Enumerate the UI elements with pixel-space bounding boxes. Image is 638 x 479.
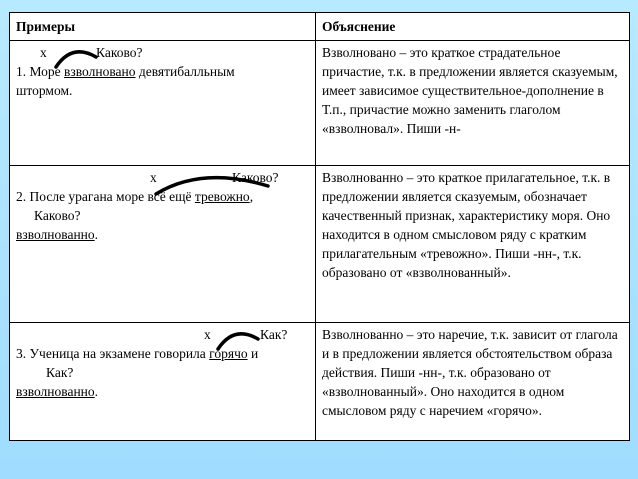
question-label: Каково? [232, 170, 279, 185]
examples-table [9, 12, 630, 441]
sentence-text: , [249, 189, 254, 204]
header-explanation: Объяснение [316, 13, 630, 41]
example-cell [10, 323, 316, 441]
target-word: тревожно [194, 189, 250, 204]
explanation-cell: Взволновано – это краткое страдательное причастие, т.к. в предложении является сказуемым, имеет зависимое существительное-дополнение в Т.п., причастие можно заменить глаголом «взволновал». Пиши -н- [316, 41, 630, 166]
example-cell [10, 166, 316, 323]
sentence-text: и [247, 346, 259, 361]
sentence-text: 3. Ученица на экзамене говорила [16, 346, 210, 361]
example-sentence-line [16, 382, 98, 401]
target-word: взволновано [64, 64, 136, 79]
header-row [10, 13, 630, 41]
example-sentence-line [16, 344, 258, 363]
target-word: взволнованно [16, 384, 95, 399]
target-word: горячо [209, 346, 248, 361]
question-marker: х [40, 45, 47, 60]
target-word: взволнованно [16, 227, 95, 242]
sentence-text: 2. После урагана море всё ещё [16, 189, 195, 204]
question-label: Каково? [96, 45, 143, 60]
explanation-cell: Взволнованно – это наречие, т.к. зависит от глагола и в предложении является обстоятельством образа действия. Пиши -нн-, т.к. образовано от «взволнованный». Оно находится в одном смысловом ряду с наречием «горячо». [316, 323, 630, 441]
example-sentence-line [16, 62, 235, 81]
example-cell [10, 41, 316, 166]
table-row [10, 166, 630, 323]
example-sentence-line [16, 187, 253, 206]
question-marker: х [204, 327, 211, 342]
example-sentence-line: штормом. [16, 83, 73, 98]
sentence-text: . [94, 227, 99, 242]
sentence-text: 1. Море [16, 64, 65, 79]
table-row [10, 323, 630, 441]
sentence-text: девятибалльным [135, 64, 235, 79]
table-row [10, 41, 630, 166]
question-marker: х [150, 170, 157, 185]
sentence-text: . [94, 384, 99, 399]
question-label: Каково? [34, 208, 81, 223]
header-examples: Примеры [10, 13, 316, 41]
question-label: Как? [46, 365, 74, 380]
explanation-cell: Взволнованно – это краткое прилагательное, т.к. в предложении является сказуемым, обозначает качественный признак, характеристику моря. Оно находится в одном смысловом ряду с кратким прилагательным «тревожно». Пиши -нн-, т.к. образовано от «взволнованный». [316, 166, 630, 323]
question-label: Как? [260, 327, 288, 342]
example-sentence-line [16, 225, 98, 244]
